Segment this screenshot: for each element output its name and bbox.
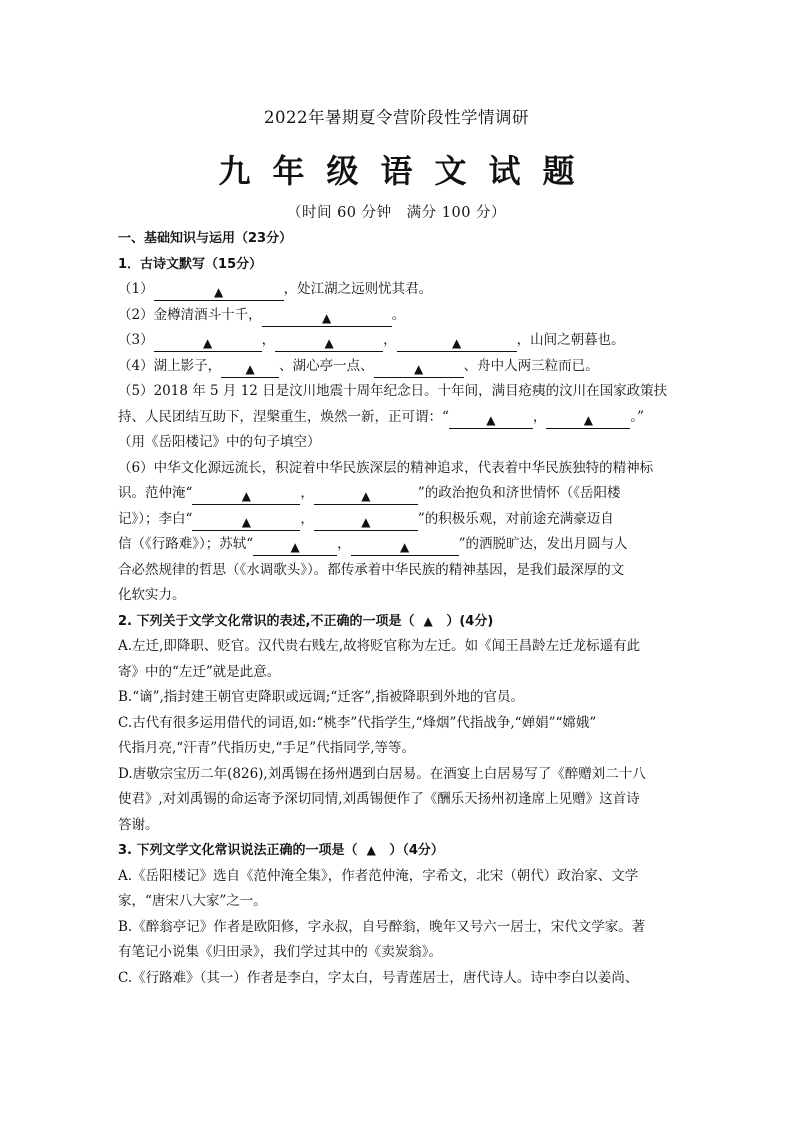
q3-option-a-line-1: A.《岳阳楼记》选自《范仲淹全集》，作者范仲淹，字希文，北宋（朝代）政治家、文学 <box>118 867 639 884</box>
answer-blank[interactable] <box>192 514 300 531</box>
answer-blank[interactable] <box>262 310 392 327</box>
answer-blank[interactable] <box>449 412 533 429</box>
q1-item-5-line-1: （5）2018 年 5 月 12 日是汶川地震十周年纪念日。十年间，满目疮痍的汶川在国家政策扶 <box>118 383 668 399</box>
triangle-marker-icon: ▲ <box>361 514 371 529</box>
answer-blank[interactable] <box>221 361 279 378</box>
triangle-marker-icon: ▲ <box>321 310 332 325</box>
triangle-marker-icon: ▲ <box>366 843 376 857</box>
q1-item-5-line-2: 持、人民团结互助下，涅槃重生，焕然一新，正可谓：“ ▲ ， ▲ 。” <box>118 408 645 427</box>
triangle-marker-icon: ▲ <box>583 412 594 427</box>
q2-option-d-line-2: 使君》,对刘禹锡的命运寄予深切同情,刘禹锡便作了《酬乐天扬州初逢席上见赠》这首诗 <box>118 791 640 807</box>
question-3-heading: 3. 下列文学文化常识说法正确的一项是（ ▲ ）（4分） <box>118 838 678 864</box>
triangle-marker-icon: ▲ <box>324 336 334 350</box>
q1-item-6-line-5: 合必然规律的哲思（《水调歌头》）。都传承着中华民族的精神基因，是我们最深厚的文 <box>118 561 625 578</box>
answer-blank[interactable] <box>192 488 300 505</box>
triangle-marker-icon: ▲ <box>202 336 213 350</box>
answer-blank[interactable] <box>314 514 418 531</box>
q2-option-d-line-3: 答谢。 <box>118 816 159 833</box>
triangle-marker-icon: ▲ <box>413 361 424 376</box>
triangle-marker-icon: ▲ <box>213 285 224 299</box>
q3-option-b-line-2: 有笔记小说集《归田录》，我们学过其中的《卖炭翁》。 <box>118 944 442 960</box>
answer-blank[interactable] <box>253 539 337 556</box>
answer-blank[interactable] <box>154 284 284 301</box>
q2-option-a-line-2: 寄》中的“左迁”就是此意。 <box>118 663 281 680</box>
triangle-marker-icon: ▲ <box>486 412 496 427</box>
q1-item-4: （4）湖上影子， ▲ 、湖心亭一点、 ▲ 、舟中人两三粒而已。 <box>118 357 599 376</box>
triangle-marker-icon: ▲ <box>290 540 300 554</box>
question-1-heading: 1．古诗文默写（15分） <box>118 256 263 272</box>
answer-blank[interactable] <box>351 539 459 556</box>
q1-item-6-line-2: 识。范仲淹“ ▲ ， ▲ ”的政治抱负和济世情怀（《岳阳楼 <box>118 485 621 503</box>
answer-blank[interactable] <box>154 335 262 352</box>
q3-option-b-line-1: B.《醉翁亭记》作者是欧阳修，字永叔，自号醉翁，晚年又号六一居士，宋代文学家。著 <box>118 918 646 935</box>
triangle-marker-icon: ▲ <box>241 489 252 503</box>
q1-item-1: （1） ▲ ，处江湖之远则忧其君。 <box>118 281 433 299</box>
q1-item-2: （2）金樽清酒斗十千， ▲ 。 <box>118 306 406 325</box>
answer-blank[interactable] <box>275 335 383 352</box>
answer-blank[interactable] <box>374 361 464 378</box>
q2-option-a-line-1: A.左迁,即降职、贬官。汉代贵右贱左,故将贬官称为左迁。如《闻王昌龄左迁龙标遥有此 <box>118 638 641 654</box>
triangle-marker-icon: ▲ <box>361 489 371 503</box>
exam-time-info: （时间 60 分钟 满分 100 分） <box>286 205 507 221</box>
answer-blank[interactable] <box>397 335 517 352</box>
answer-blank[interactable] <box>314 488 418 505</box>
q1-item-6-line-1: （6）中华文化源远流长，积淀着中华民族深层的精神追求，代表着中华民族独特的精神标 <box>118 459 654 476</box>
exam-subtitle: 2022年暑期夏令营阶段性学情调研 <box>264 108 529 127</box>
q2-option-c-line-1: C.古代有很多运用借代的词语,如:“桃李”代指学生,“烽烟”代指战争,“婵娟”“嫦娥” <box>118 714 597 731</box>
triangle-marker-icon: ▲ <box>241 514 252 529</box>
exam-body <box>118 226 678 991</box>
q1-item-5-line-3: （用《岳阳楼记》中的句子填空） <box>118 434 321 450</box>
exam-title: 九年级语文试题 <box>218 152 597 190</box>
q3-option-c-line-1: C.《行路难》（其一）作者是李白，字太白，号青莲居士，唐代诗人。诗中李白以姜尚、 <box>118 969 639 986</box>
section-heading: 一、基础知识与运用（23分） <box>118 231 293 246</box>
answer-blank[interactable] <box>546 412 630 429</box>
triangle-marker-icon: ▲ <box>451 336 462 350</box>
q1-item-6-line-4: 信（《行路难》）；苏轼“ ▲ ， ▲ ”的洒脱旷达，发出月圆与人 <box>118 536 628 554</box>
triangle-marker-icon: ▲ <box>400 540 410 554</box>
triangle-marker-icon: ▲ <box>245 361 255 376</box>
q3-option-a-line-2: 家，“唐宋八大家”之一。 <box>118 893 267 909</box>
q2-option-b: B.“谪”,指封建王朝官吏降职或远调;“迁客”,指被降职到外地的官员。 <box>118 689 524 705</box>
question-2-heading: 2. 下列关于文学文化常识的表述,不正确的一项是（ ▲ ）(4分) <box>118 609 678 635</box>
q1-item-3: （3） ▲ ， ▲ ， ▲ ，山间之朝暮也。 <box>118 332 625 350</box>
triangle-marker-icon: ▲ <box>423 613 433 628</box>
q1-item-6-line-3: 记》）；李白“ ▲ ， ▲ ”的积极乐观，对前途充满豪迈自 <box>118 510 614 529</box>
q2-option-d-line-1: D.唐敬宗宝历二年(826),刘禹锡在扬州遇到白居易。在酒宴上白居易写了《醉赠刘二十八 <box>118 765 646 782</box>
q2-option-c-line-2: 代指月亮,“汗青”代指历史,“手足”代指同学,等等。 <box>118 740 415 756</box>
q1-item-6-line-6: 化软实力。 <box>118 587 186 603</box>
